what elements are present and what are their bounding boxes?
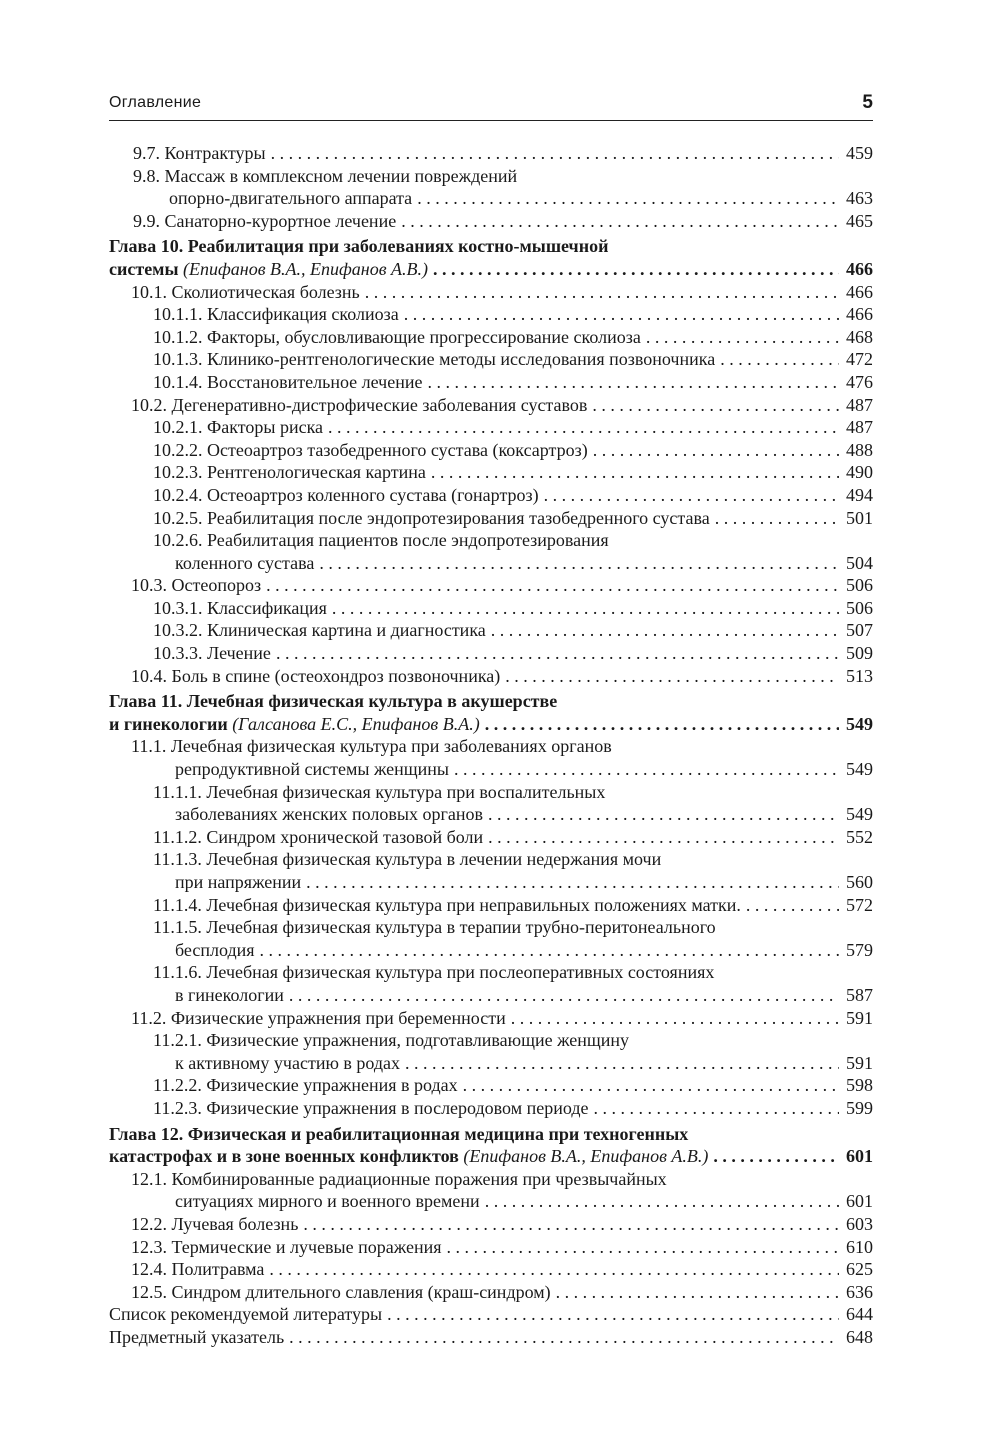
toc-entry-title: 10.2.5. Реабилитация после эндопротезирования тазобедренного сустава — [153, 507, 710, 528]
toc-entry-title: Глава 10. Реабилитация при заболеваниях костно-мышечной — [109, 236, 609, 257]
dot-leader — [556, 1281, 839, 1304]
toc-entry-title: 11.2.1. Физические упражнения, подготавливающие женщину — [153, 1030, 630, 1051]
toc-entry-title: бесплодия — [175, 939, 255, 960]
toc-entry-title: при напряжении — [175, 872, 302, 892]
toc-entry-row[interactable] — [109, 507, 873, 530]
toc-entry-title: 11.1. Лечебная физическая культура при заболеваниях органов — [131, 736, 612, 757]
toc-entry-row[interactable] — [109, 1097, 873, 1120]
toc-entry-title: 11.1.4. Лечебная физическая культура при неправильных положениях матки. — [153, 894, 741, 915]
toc-page-number: 552 — [846, 826, 873, 847]
dot-leader — [417, 187, 839, 210]
toc-page-number: 591 — [846, 1007, 873, 1028]
dot-leader — [405, 1052, 839, 1075]
toc-entry-title: 12.1. Комбинированные радиационные поражения при чрезвычайных — [131, 1168, 667, 1189]
toc-entry-row[interactable] — [109, 665, 873, 688]
toc-entry-title: к активному участию в родах — [175, 1052, 401, 1073]
toc-entry-row[interactable] — [109, 1190, 873, 1213]
dot-leader — [488, 803, 839, 826]
dot-leader — [454, 758, 839, 781]
dot-leader — [365, 281, 839, 304]
toc-entry-row[interactable] — [109, 142, 873, 165]
toc-entry-title: 10.1.4. Восстановительное лечение — [153, 371, 423, 392]
toc-page-number: 610 — [846, 1236, 873, 1257]
toc-entry-row[interactable] — [109, 803, 873, 826]
dot-leader — [260, 939, 839, 962]
toc-entry-title: 9.8. Массаж в комплексном лечении повреждений — [133, 165, 518, 186]
toc-entry-authors: (Галсанова Е.С., Епифанов В.А.) — [232, 713, 480, 734]
toc-entry-title: 12.4. Политравма — [131, 1259, 265, 1280]
toc-entry-row[interactable] — [109, 939, 873, 962]
toc-page-number: 599 — [846, 1097, 873, 1118]
toc-page-number: 598 — [846, 1075, 873, 1096]
toc-page-number: 636 — [846, 1281, 873, 1302]
dot-leader — [447, 1236, 840, 1259]
toc-page-number: 490 — [846, 462, 873, 483]
toc-entry-title: 12.3. Термические и лучевые поражения — [131, 1236, 442, 1257]
dot-leader — [269, 1258, 839, 1281]
toc-entry-row[interactable] — [109, 781, 873, 804]
toc-page-number: 466 — [846, 304, 873, 325]
toc-entry-row[interactable] — [109, 303, 873, 326]
toc-entry-authors: (Епифанов В.А., Епифанов А.В.) — [463, 1146, 709, 1167]
dot-leader — [593, 439, 839, 462]
dot-leader — [431, 461, 839, 484]
toc-page-number: 472 — [846, 349, 873, 370]
toc-entry-title: 10.1. Сколиотическая болезнь — [131, 281, 360, 302]
toc-entry-row[interactable] — [109, 1213, 873, 1236]
toc-entry-title: 10.2.4. Остеоартроз коленного сустава (гонартроз) — [153, 484, 539, 505]
toc-entry-title: 11.1.1. Лечебная физическая культура при воспалительных — [153, 781, 606, 802]
toc-entry-row[interactable] — [109, 371, 873, 394]
dot-leader — [463, 1074, 839, 1097]
toc-entry-row[interactable] — [109, 281, 873, 304]
toc-entry-row[interactable] — [109, 210, 873, 233]
dot-leader — [713, 1145, 839, 1168]
toc-entry-row[interactable] — [109, 1029, 873, 1052]
toc-page-number: 509 — [846, 643, 873, 664]
toc-entry-row[interactable] — [109, 1007, 873, 1030]
toc-entry-authors: (Епифанов В.А., Епифанов А.В.) — [183, 258, 429, 279]
page-number: 5 — [862, 92, 873, 113]
toc-entry-title: в гинекологии — [175, 984, 284, 1005]
table-of-contents — [109, 142, 873, 1348]
toc-entry-row[interactable] — [109, 758, 873, 781]
toc-entry-row[interactable] — [109, 187, 873, 210]
toc-page-number: 587 — [846, 984, 873, 1005]
dot-leader — [404, 303, 839, 326]
toc-entry-title: 11.1.5. Лечебная физическая культура в терапии трубно-перитонеального — [153, 917, 716, 938]
toc-entry-row[interactable] — [109, 894, 873, 917]
toc-entry-title: репродуктивной системы женщины — [175, 759, 450, 780]
dot-leader — [401, 210, 839, 233]
toc-entry-row[interactable] — [109, 1236, 873, 1259]
toc-page-number: 487 — [846, 417, 873, 438]
toc-entry-row[interactable] — [109, 1258, 873, 1281]
toc-page-number: 572 — [846, 894, 873, 915]
toc-entry-title: 11.1.2. Синдром хронической тазовой боли — [153, 826, 484, 847]
toc-entry-title: 11.1.6. Лечебная физическая культура при послеоперативных состояниях — [153, 962, 715, 983]
toc-entry-title: 11.1.3. Лечебная физическая культура в лечении недержания мочи — [153, 849, 662, 870]
toc-entry-row[interactable] — [109, 1303, 873, 1326]
dot-leader — [427, 371, 839, 394]
toc-entry-title: 9.9. Санаторно-курортное лечение — [133, 210, 397, 231]
toc-page-number: 560 — [846, 872, 873, 892]
dot-leader — [544, 484, 839, 507]
toc-entry-title: и гинекологии — [109, 713, 228, 734]
toc-entry-row[interactable] — [109, 461, 873, 484]
toc-entry-row[interactable] — [109, 984, 873, 1007]
dot-leader — [592, 394, 839, 417]
toc-entry-title: 11.2.2. Физические упражнения в родах — [153, 1075, 458, 1096]
dot-leader — [433, 258, 839, 281]
toc-page-number: 466 — [846, 281, 873, 302]
toc-entry-row[interactable] — [109, 848, 873, 871]
toc-entry-row[interactable] — [109, 416, 873, 439]
dot-leader — [289, 984, 839, 1007]
dot-leader — [387, 1303, 839, 1326]
toc-entry-title: ситуациях мирного и военного времени — [175, 1191, 480, 1212]
dot-leader — [289, 1326, 839, 1349]
toc-page-number: 465 — [846, 210, 873, 231]
toc-entry-title: 12.5. Синдром длительного славления (краш-синдром) — [131, 1281, 551, 1302]
toc-page-number: 591 — [846, 1052, 873, 1073]
toc-entry-title: катастрофах и в зоне военных конфликтов — [109, 1146, 459, 1167]
toc-entry-title: Предметный указатель — [109, 1326, 285, 1347]
toc-page-number: 648 — [846, 1326, 873, 1347]
toc-entry-title: 10.4. Боль в спине (остеохондроз позвоночника) — [131, 665, 501, 686]
toc-chapter-row[interactable] — [109, 690, 873, 713]
dot-leader — [511, 1007, 839, 1030]
toc-page-number: 476 — [846, 371, 873, 392]
dot-leader — [505, 665, 839, 688]
toc-page-number: 501 — [846, 507, 873, 528]
toc-entry-row[interactable] — [109, 348, 873, 371]
toc-entry-row[interactable] — [109, 1168, 873, 1191]
toc-entry-row[interactable] — [109, 826, 873, 849]
toc-chapter-row[interactable] — [109, 258, 873, 281]
toc-page-number: 601 — [846, 1191, 873, 1212]
toc-entry-row[interactable] — [109, 871, 873, 894]
toc-page-number: 506 — [846, 597, 873, 618]
toc-page-number: 488 — [846, 439, 873, 460]
toc-entry-title: 10.2.3. Рентгенологическая картина — [153, 462, 426, 483]
running-header — [109, 92, 873, 121]
toc-page-number: 601 — [846, 1146, 873, 1167]
toc-entry-row[interactable] — [109, 597, 873, 620]
toc-entry-row[interactable] — [109, 1281, 873, 1304]
toc-entry-row[interactable] — [109, 735, 873, 758]
toc-page-number: 579 — [846, 939, 873, 960]
dot-leader — [303, 1213, 839, 1236]
toc-page-number: 494 — [846, 484, 873, 505]
toc-page-number: 549 — [846, 804, 873, 825]
dot-leader — [271, 142, 839, 165]
toc-entry-row[interactable] — [109, 642, 873, 665]
toc-page-number: 507 — [846, 620, 873, 641]
toc-page-number: 466 — [846, 258, 873, 279]
dot-leader — [646, 326, 839, 349]
toc-entry-title: 10.1.3. Клинико-рентгенологические методы исследования позвоночника — [153, 349, 716, 370]
toc-page-number: 549 — [846, 759, 873, 780]
dot-leader — [485, 1190, 839, 1213]
toc-page-number: 603 — [846, 1213, 873, 1234]
dot-leader — [491, 619, 839, 642]
section-title: Оглавление — [109, 94, 202, 111]
dot-leader — [746, 894, 839, 917]
toc-entry-title: 10.2.6. Реабилитация пациентов после эндопротезирования — [153, 530, 609, 551]
dot-leader — [332, 597, 839, 620]
toc-entry-title: 10.1.2. Факторы, обусловливающие прогрессирование сколиоза — [153, 326, 641, 347]
toc-chapter-row[interactable] — [109, 235, 873, 258]
toc-entry-row[interactable] — [109, 1326, 873, 1349]
toc-entry-title: опорно-двигательного аппарата — [169, 188, 413, 209]
toc-page-number: 549 — [846, 713, 873, 734]
toc-entry-row[interactable] — [109, 484, 873, 507]
dot-leader — [276, 642, 839, 665]
toc-entry-title: Глава 12. Физическая и реабилитационная медицина при техногенных — [109, 1123, 689, 1144]
toc-entry-row[interactable] — [109, 165, 873, 188]
toc-entry-title: 11.2.3. Физические упражнения в послеродовом периоде — [153, 1097, 589, 1118]
toc-entry-title: 12.2. Лучевая болезнь — [131, 1213, 299, 1234]
toc-entry-title: 10.1.1. Классификация сколиоза — [153, 304, 399, 325]
toc-entry-title: 10.2. Дегенеративно-дистрофические заболевания суставов — [131, 394, 588, 415]
toc-entry-title: 10.3.1. Классификация — [153, 597, 327, 618]
toc-entry-row[interactable] — [109, 961, 873, 984]
toc-entry-title: 10.3. Остеопороз — [131, 575, 262, 596]
toc-entry-title: коленного сустава — [175, 552, 315, 573]
toc-entry-row[interactable] — [109, 574, 873, 597]
toc-entry-row[interactable] — [109, 394, 873, 417]
toc-entry-title: 9.7. Контрактуры — [133, 143, 266, 163]
toc-page-number: 487 — [846, 394, 873, 415]
toc-page-number: 506 — [846, 575, 873, 596]
toc-page-number: 513 — [846, 665, 873, 686]
toc-entry-row[interactable] — [109, 326, 873, 349]
toc-entry-row[interactable] — [109, 1074, 873, 1097]
toc-chapter-row[interactable] — [109, 1123, 873, 1146]
dot-leader — [715, 507, 839, 530]
dot-leader — [594, 1097, 840, 1120]
dot-leader — [720, 348, 839, 371]
toc-entry-title: 10.2.2. Остеоартроз тазобедренного сустава (коксартроз) — [153, 439, 588, 460]
toc-entry-title: 10.2.1. Факторы риска — [153, 417, 324, 438]
toc-entry-title: Глава 11. Лечебная физическая культура в акушерстве — [109, 691, 558, 712]
dot-leader — [488, 826, 839, 849]
toc-entry-row[interactable] — [109, 1052, 873, 1075]
toc-entry-title: 11.2. Физические упражнения при беременности — [131, 1007, 506, 1028]
toc-entry-title: системы — [109, 258, 179, 279]
toc-page-number: 468 — [846, 326, 873, 347]
dot-leader — [485, 713, 839, 736]
toc-entry-title: 10.3.3. Лечение — [153, 643, 271, 664]
toc-entry-row[interactable] — [109, 916, 873, 939]
dot-leader — [319, 552, 839, 575]
toc-entry-title: 10.3.2. Клиническая картина и диагностика — [153, 620, 486, 641]
dot-leader — [328, 416, 839, 439]
toc-entry-row[interactable] — [109, 439, 873, 462]
toc-page-number: 463 — [846, 188, 873, 209]
toc-entry-row[interactable] — [109, 619, 873, 642]
toc-page-number: 459 — [846, 143, 873, 163]
dot-leader — [306, 871, 839, 894]
toc-entry-title: заболеваниях женских половых органов — [175, 804, 483, 825]
toc-chapter-row[interactable] — [109, 1145, 873, 1168]
toc-entry-row[interactable] — [109, 552, 873, 575]
toc-entry-row[interactable] — [109, 529, 873, 552]
toc-chapter-row[interactable] — [109, 713, 873, 736]
toc-entry-title: Список рекомендуемой литературы — [109, 1304, 383, 1325]
dot-leader — [266, 574, 839, 597]
toc-page-number: 644 — [846, 1304, 873, 1325]
toc-page-number: 625 — [846, 1259, 873, 1280]
toc-page-number: 504 — [846, 552, 873, 573]
